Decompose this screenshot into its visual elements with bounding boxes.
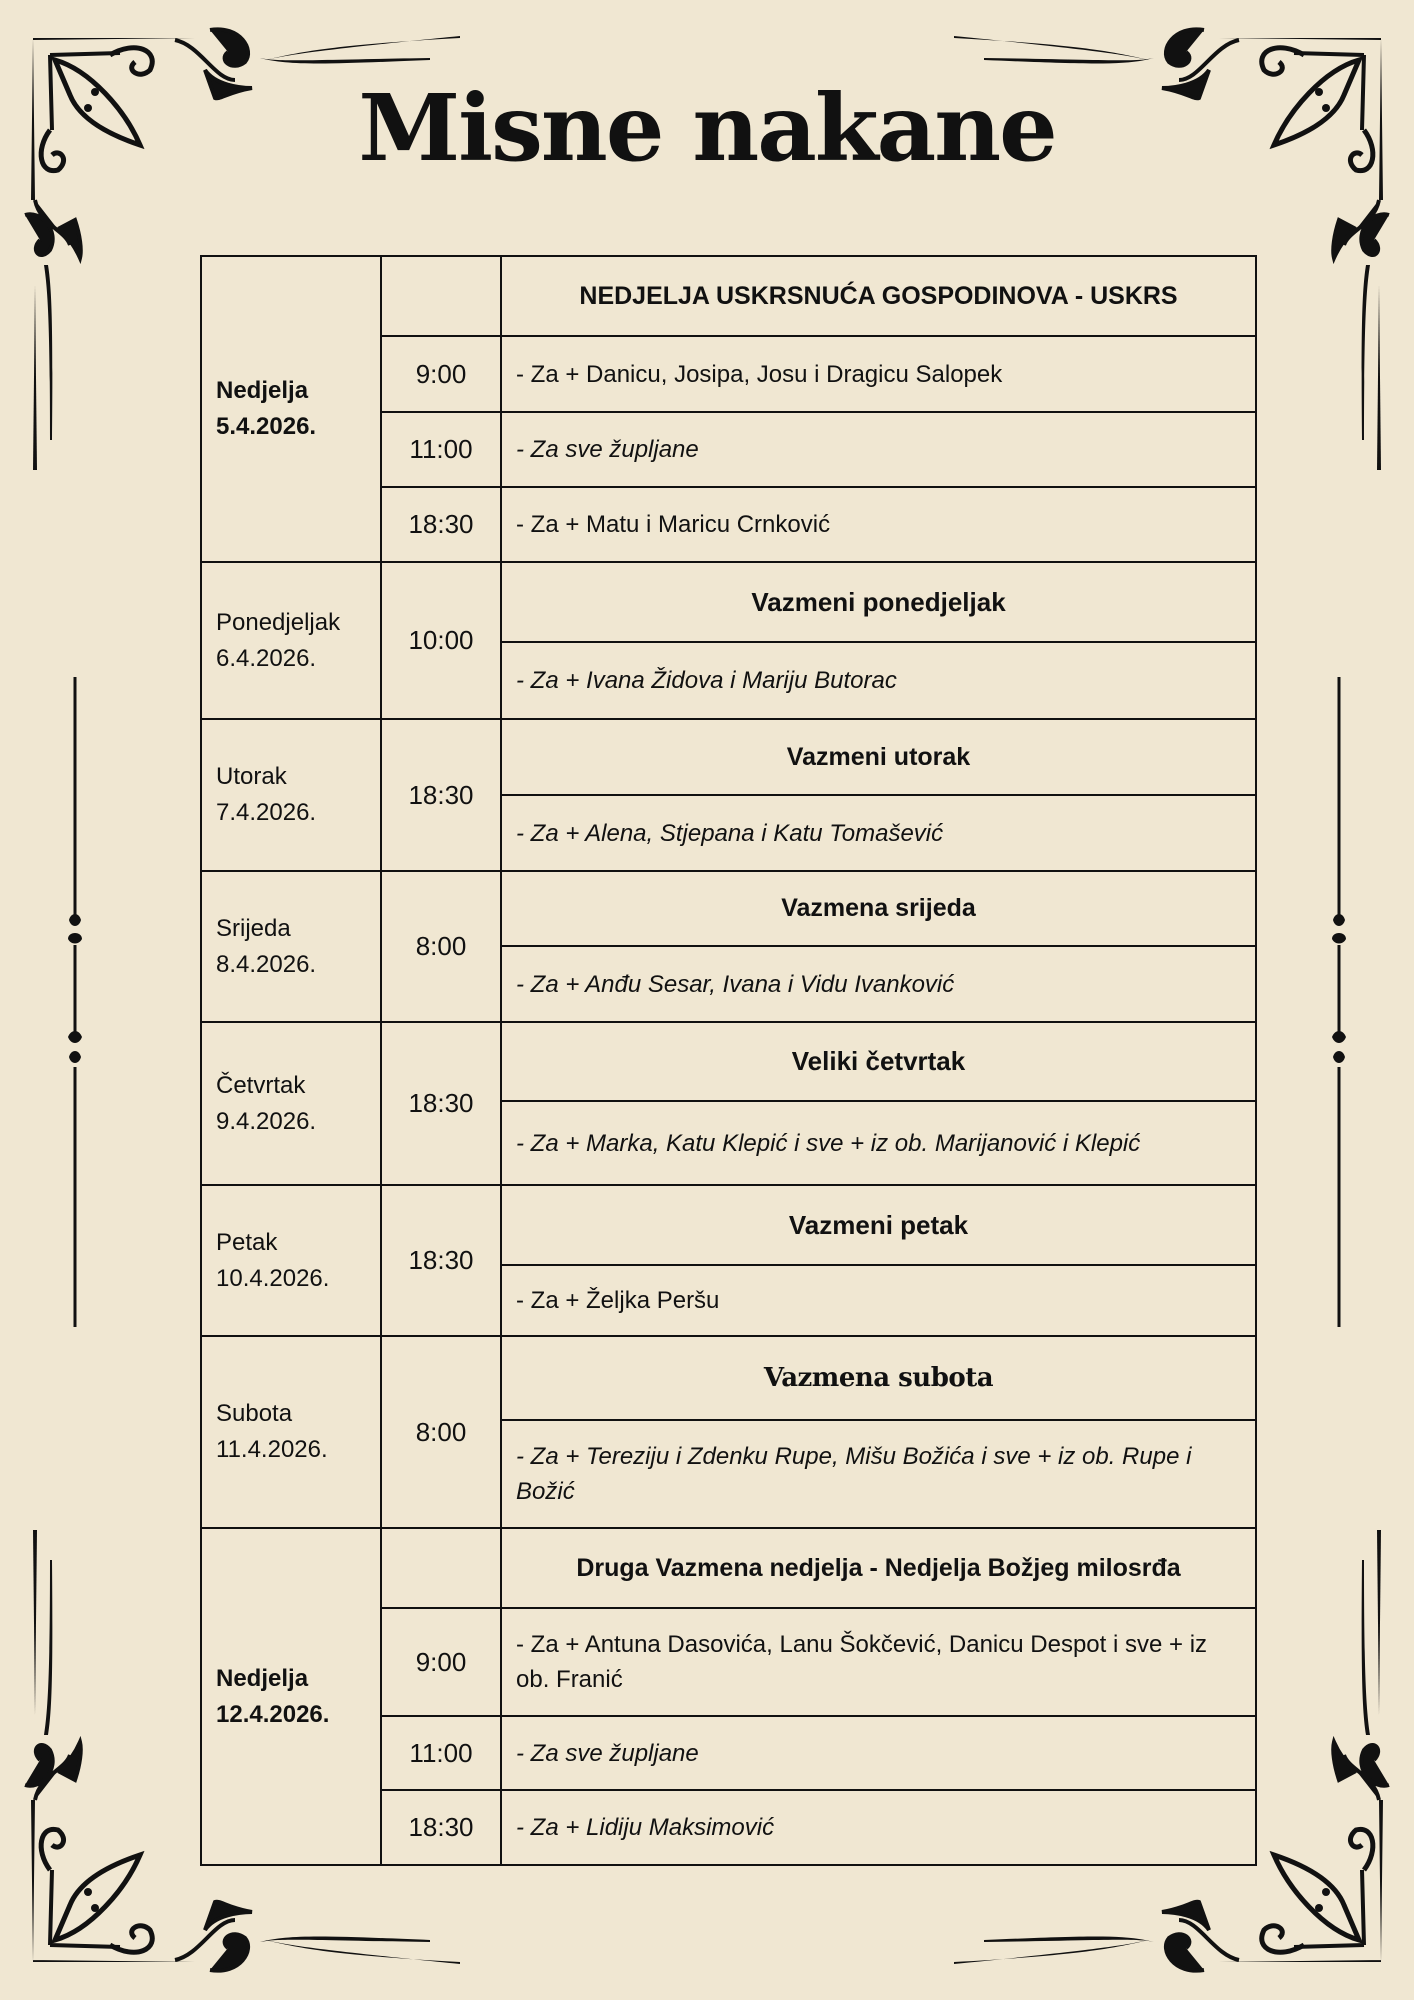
liturgical-heading: Vazmeni petak [501,1185,1256,1265]
mass-time: 10:00 [381,562,501,719]
mass-time: 18:30 [381,487,501,562]
mass-time: 9:00 [381,336,501,412]
mass-time: 8:00 [381,871,501,1022]
liturgical-heading: Veliki četvrtak [501,1022,1256,1101]
table-row [201,1022,1256,1101]
mass-intention: - Za + Željka Peršu [501,1265,1256,1336]
day-cell [201,1022,381,1185]
day-cell [201,1336,381,1528]
mass-time: 18:30 [381,1022,501,1185]
mass-intention: - Za + Alena, Stjepana i Katu Tomašević [501,795,1256,871]
empty-time-cell [381,256,501,336]
day-date: 8.4.2026. [216,950,317,978]
mass-time: 18:30 [381,1185,501,1336]
day-date: 10.4.2026. [216,1264,330,1292]
day-date: 12.4.2026. [216,1700,330,1728]
day-name: Nedjelja [216,377,309,404]
mass-intention: - Za sve župljane [501,1716,1256,1790]
day-cell [201,1528,381,1865]
day-date: 7.4.2026. [216,799,317,826]
mass-intention: - Za + Antuna Dasovića, Lanu Šokčević, Danicu Despot i sve + iz ob. Franić [501,1608,1256,1716]
empty-time-cell [381,1528,501,1608]
mass-time: 18:30 [381,719,501,871]
table-row [201,1185,1256,1265]
day-date: 11.4.2026. [216,1436,328,1463]
table-row [201,871,1256,946]
liturgical-heading: NEDJELJA USKRSNUĆA GOSPODINOVA - USKRS [501,256,1256,336]
mass-intention: - Za + Marka, Katu Klepić i sve + iz ob. Marijanović i Klepić [501,1101,1256,1185]
liturgical-heading: Druga Vazmena nedjelja - Nedjelja Božjeg milosrđa [501,1528,1256,1608]
day-date: 9.4.2026. [216,1107,317,1135]
liturgical-heading: Vazmena srijeda [501,871,1256,946]
side-ornament-left [68,677,82,1327]
liturgical-heading: Vazmeni ponedjeljak [501,562,1256,642]
day-cell [201,562,381,719]
day-date: 5.4.2026. [216,413,317,440]
table-row [201,256,1256,336]
mass-intention: - Za + Lidiju Maksimović [501,1790,1256,1865]
day-name: Ponedjeljak [216,608,341,636]
mass-intention: - Za + Matu i Maricu Crnković [501,487,1256,562]
day-name: Srijeda [216,914,291,942]
mass-schedule-table [200,255,1257,1866]
day-cell [201,871,381,1022]
page-title: Misne nakane [358,74,1056,182]
table-row [201,719,1256,795]
mass-time: 18:30 [381,1790,501,1865]
day-cell [201,256,381,562]
liturgical-heading: Vazmena subota [501,1336,1256,1420]
mass-intention: - Za + Danicu, Josipa, Josu i Dragicu Salopek [501,336,1256,412]
day-name: Subota [216,1400,293,1427]
mass-intention: - Za sve župljane [501,412,1256,487]
day-name: Utorak [216,763,287,790]
table-row [201,1336,1256,1420]
liturgical-heading: Vazmeni utorak [501,719,1256,795]
day-name: Četvrtak [216,1071,306,1099]
day-date: 6.4.2026. [216,644,317,672]
mass-time: 9:00 [381,1608,501,1716]
side-ornament-right [1332,677,1346,1327]
day-name: Petak [216,1228,278,1256]
day-cell [201,719,381,871]
day-cell [201,1185,381,1336]
mass-time: 11:00 [381,1716,501,1790]
mass-intention: - Za + Ivana Židova i Mariju Butorac [501,642,1256,719]
table-row [201,562,1256,642]
mass-time: 8:00 [381,1336,501,1528]
table-row [201,1528,1256,1608]
mass-time: 11:00 [381,412,501,487]
day-name: Nedjelja [216,1664,309,1692]
mass-intention: - Za + Anđu Sesar, Ivana i Vidu Ivanković [501,946,1256,1022]
mass-intention: - Za + Tereziju i Zdenku Rupe, Mišu Božića i sve + iz ob. Rupe i Božić [501,1420,1256,1528]
